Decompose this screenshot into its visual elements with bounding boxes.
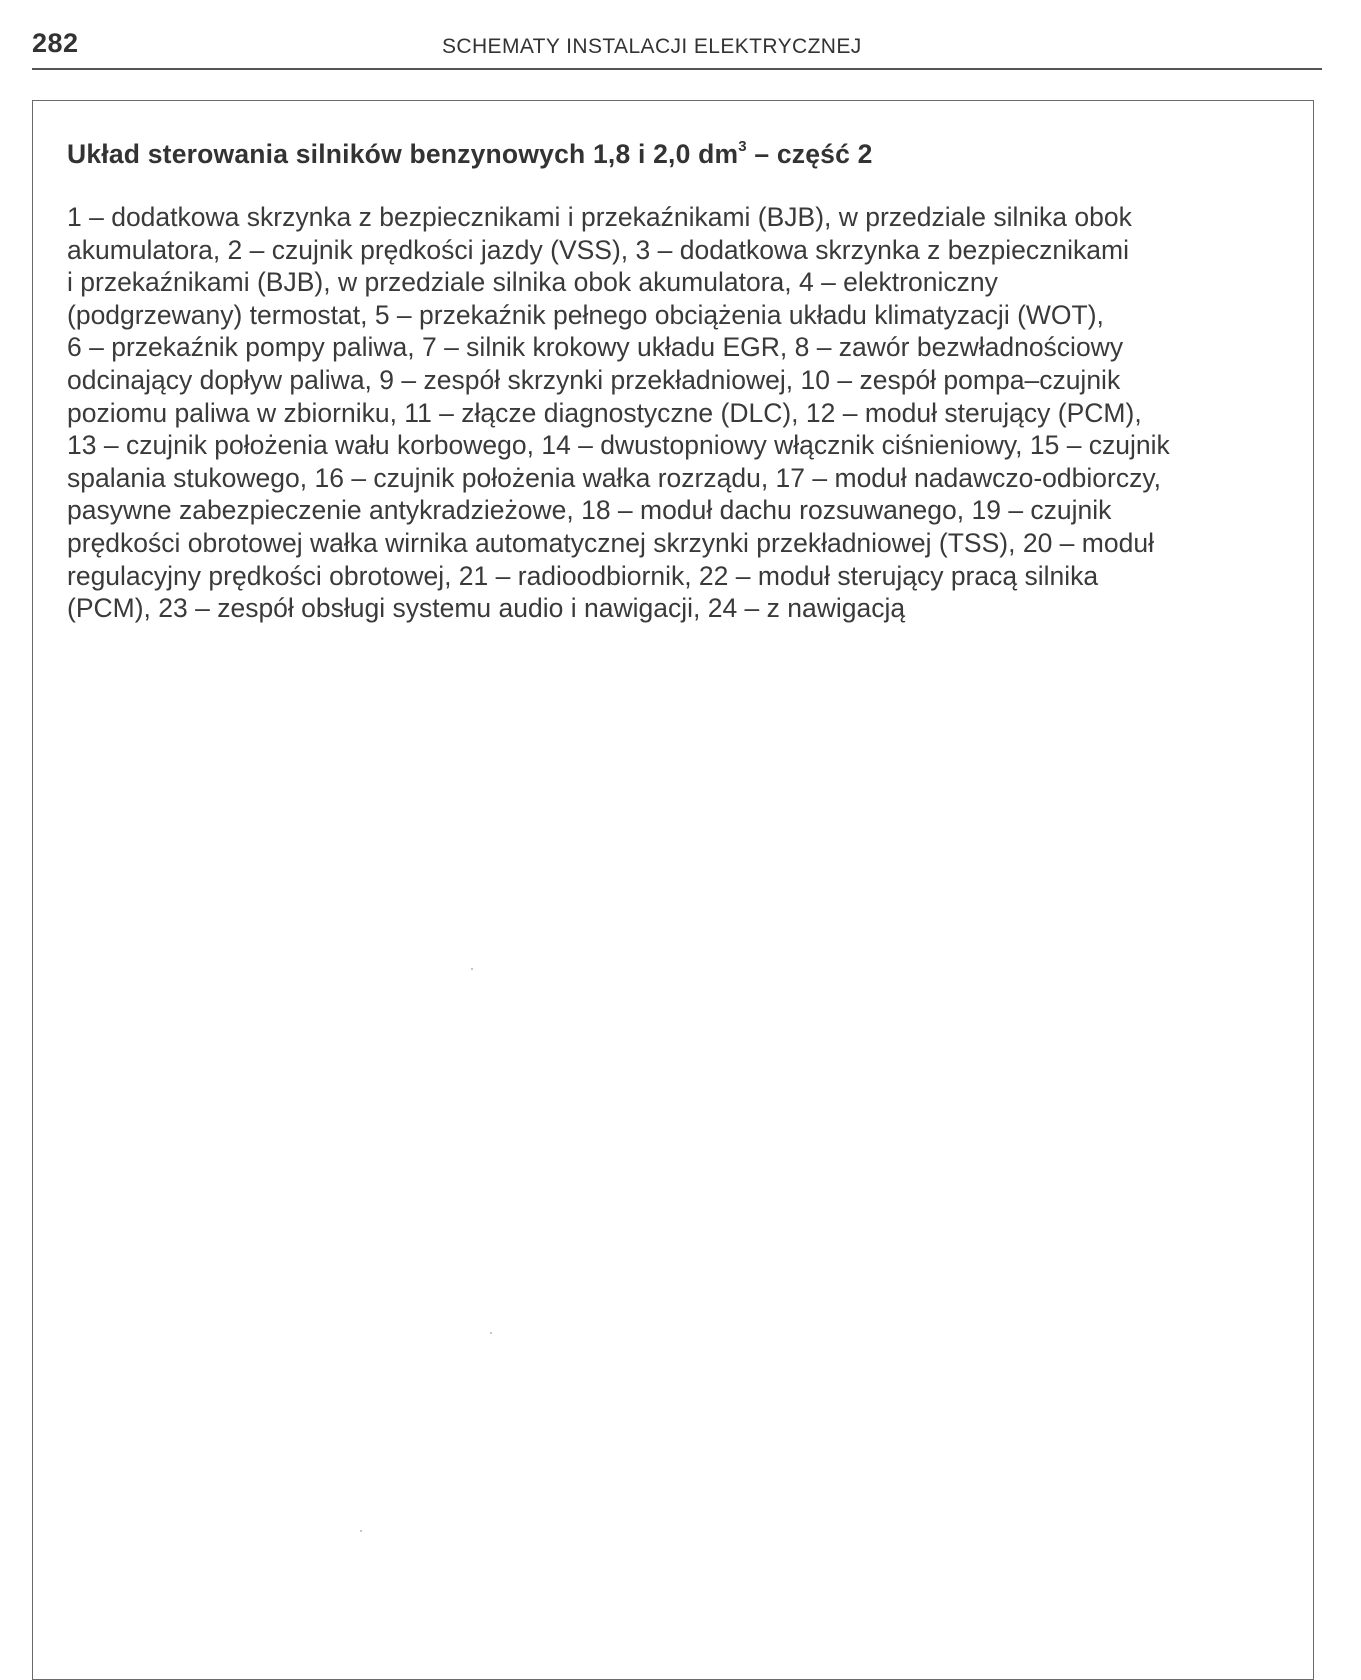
section-title-suffix: – część 2 (746, 139, 873, 169)
legend-line: i przekaźnikami (BJB), w przedziale silnika obok akumulatora, 4 – elektroniczny (67, 267, 998, 298)
legend-line: poziomu paliwa w zbiorniku, 11 – złącze diagnostyczne (DLC), 12 – moduł sterujący (PCM), (67, 397, 1142, 428)
legend-line: 6 – przekaźnik pompy paliwa, 7 – silnik krokowy układu EGR, 8 – zawór bezwładnościowy (67, 332, 1124, 363)
legend-line: 13 – czujnik położenia wału korbowego, 14 – dwustopniowy włącznik ciśnieniowy, 15 – czujnik (67, 430, 1170, 461)
scan-speck (471, 968, 473, 970)
legend-line: 1 – dodatkowa skrzynka z bezpiecznikami i przekaźnikami (BJB), w przedziale silnika obok (67, 202, 1132, 232)
page-number: 282 (32, 28, 79, 58)
legend-line: (PCM), 23 – zespół obsługi systemu audio i nawigacji, 24 – z nawigacją (67, 593, 906, 624)
legend-line: spalania stukowego, 16 – czujnik położenia wałka rozrządu, 17 – moduł nadawczo-odbiorczy, (67, 462, 1161, 493)
page-header (32, 24, 1322, 64)
legend-line: (podgrzewany) termostat, 5 – przekaźnik pełnego obciążenia układu klimatyzacji (WOT), (67, 299, 1104, 330)
legend-line: odcinający dopływ paliwa, 9 – zespół skrzynki przekładniowej, 10 – zespół pompa–czujnik (67, 364, 1121, 395)
scan-speck (360, 1530, 362, 1532)
component-legend (67, 201, 1285, 625)
legend-line: pasywne zabezpieczenie antykradzieżowe, 18 – moduł dachu rozsuwanego, 19 – czujnik (67, 495, 1112, 526)
scan-speck (490, 1332, 492, 1334)
section-title-superscript: 3 (738, 138, 747, 155)
legend-line: akumulatora, 2 – czujnik prędkości jazdy (VSS), 3 – dodatkowa skrzynka z bezpiecznikami (67, 234, 1129, 265)
section-title-main: Układ sterowania silników benzynowych 1,8 i 2,0 dm (67, 139, 739, 169)
section-title (67, 139, 1267, 170)
header-divider (32, 68, 1322, 70)
running-title: SCHEMATY INSTALACJI ELEKTRYCZNEJ (442, 35, 862, 58)
legend-line: regulacyjny prędkości obrotowej, 21 – radioodbiornik, 22 – moduł sterujący pracą silnika (67, 560, 1099, 591)
legend-line: prędkości obrotowej wałka wirnika automatycznej skrzynki przekładniowej (TSS), 20 – moduł (67, 527, 1154, 558)
diagram-frame (32, 100, 1314, 1680)
